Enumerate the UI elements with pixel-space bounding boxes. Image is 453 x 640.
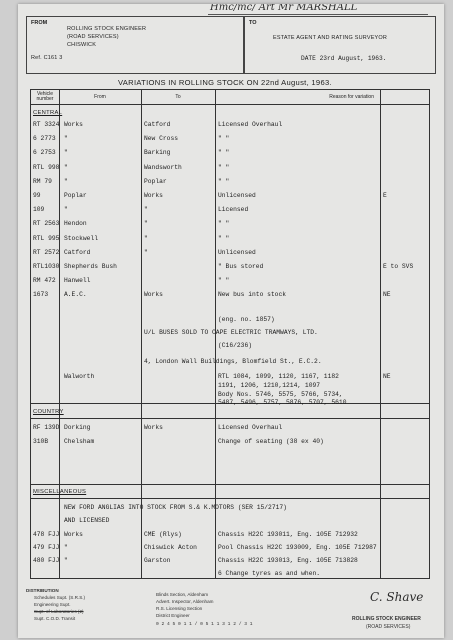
- code-mark: NE: [383, 291, 391, 299]
- vehicle-number: RTL1030: [33, 263, 60, 270]
- dist-mid-3: R.S. Licensing Section: [156, 606, 203, 611]
- to-depot: Works: [144, 192, 163, 199]
- from-depot: A.E.C.: [64, 291, 87, 299]
- vehicle-number: 99: [33, 192, 41, 199]
- vehicle-number: RM 79: [33, 177, 52, 185]
- body-numbers-1: Body Nos. 5746, 5575, 5766, 5734,: [218, 391, 343, 398]
- reason: " ": [218, 177, 230, 185]
- reason: New bus into stock: [218, 291, 287, 299]
- dist-mid-2: Advert. Inspector, Aldenham: [156, 599, 214, 604]
- reason: Chassis H22C 193011, Eng. 105E 712932: [218, 531, 358, 538]
- stamp-line-1: ROLLING STOCK ENGINEER: [352, 616, 421, 622]
- signature: C. Shave: [370, 590, 424, 604]
- reason: " ": [218, 277, 230, 285]
- misc-line-1: NEW FORD ANGLIAS INTO STOCK FROM S.& K.MOTORS (SER 15/2717): [64, 504, 287, 511]
- vehicle-number: 478 FJJ: [33, 531, 60, 538]
- cape-sale-line: U/L BUSES SOLD TO CAPE ELECTRIC TRAMWAYS, LTD.: [144, 329, 318, 336]
- from-depot: ": [64, 557, 68, 564]
- handwritten-annotation: Hmc/mc/ Art Mr MARSHALL: [210, 4, 358, 13]
- header-rule: [31, 104, 429, 105]
- vehicle-number: 109: [33, 206, 45, 214]
- from-depot: ": [64, 135, 68, 143]
- vehicle-number: 479 FJJ: [33, 544, 60, 551]
- reason: " ": [218, 149, 230, 157]
- section-rule: [31, 418, 429, 419]
- code-mark: E: [383, 192, 387, 199]
- engine-number: (eng. no. 1857): [218, 316, 275, 323]
- reason: " ": [218, 163, 230, 171]
- walworth-depot: Walworth: [64, 373, 95, 380]
- to-depot: New Cross: [144, 135, 179, 143]
- reason: Licensed: [218, 206, 249, 214]
- from-depot: Dorking: [64, 424, 91, 431]
- london-wall-address: 4, London Wall Buildings, Blomfield St., E.C.2.: [144, 358, 322, 365]
- code-mark: E to SVS: [383, 263, 414, 270]
- col-reason: Reason for variation: [329, 94, 374, 100]
- to-depot: ": [144, 234, 148, 242]
- to-depot: Wandsworth: [144, 163, 182, 171]
- reason: Unlicensed: [218, 248, 256, 256]
- from-line-2: (ROAD SERVICES): [67, 34, 119, 40]
- to-depot: ": [144, 248, 148, 256]
- reason: Pool Chassis H22C 193009, Eng. 105E 712987: [218, 544, 377, 551]
- vehicle-number: 310B: [33, 438, 49, 445]
- section-central: CENTRAL: [33, 110, 63, 116]
- vehicle-number: RF 139D: [33, 424, 60, 431]
- section-misc: MISCELLANEOUS: [33, 489, 87, 495]
- col-vehicle: Vehicle number: [36, 91, 54, 102]
- stamp-line-2: (ROAD SERVICES): [366, 624, 411, 630]
- body-numbers-2: 5487, 5496, 5757, 5876, 5707, 5610: [218, 399, 347, 406]
- from-label: FROM: [31, 20, 48, 26]
- section-rule: [31, 498, 429, 499]
- reason: Licensed Overhaul: [218, 121, 283, 128]
- to-depot: CME (Rlys): [144, 531, 182, 538]
- col-to: To: [175, 94, 181, 100]
- reason: Unlicensed: [218, 192, 256, 199]
- distribution-label: DISTRIBUTION: [26, 588, 59, 593]
- to-depot: Poplar: [144, 177, 167, 185]
- dist-left-1: Schedules Supt. (S.R.S.): [34, 595, 86, 600]
- document-title: VARIATIONS IN ROLLING STOCK ON 22nd August, 1963.: [118, 78, 332, 87]
- reason: Change of seating (38 ex 40): [218, 438, 324, 445]
- to-line: ESTATE AGENT AND RATING SURVEYOR: [273, 35, 388, 41]
- vehicle-number: RTL 998: [33, 163, 60, 171]
- section-country: COUNTRY: [33, 409, 64, 415]
- memo-date: DATE 23rd August, 1963.: [301, 55, 387, 62]
- from-depot: Poplar: [64, 192, 87, 199]
- rtl-list-2: 1191, 1206, 1210,1214, 1097: [218, 382, 321, 389]
- reason: " Bus stored: [218, 263, 264, 270]
- to-depot: ": [144, 206, 148, 214]
- from-depot: Stockwell: [64, 234, 99, 242]
- annotation-underline: [208, 14, 428, 15]
- dist-codes: 0 2 4 5 0 1 1 / 0 5 1 1 3 1 2 / 3 1: [156, 622, 253, 627]
- reason: " ": [218, 135, 230, 143]
- engineer-stamp: [348, 600, 440, 638]
- section-rule: [31, 484, 429, 485]
- dist-mid-4: District Engineer: [156, 613, 190, 618]
- rtl-ne: NE: [383, 373, 391, 380]
- from-box: [26, 16, 244, 74]
- to-box: [244, 16, 436, 74]
- from-depot: ": [64, 177, 68, 185]
- from-depot: Catford: [64, 248, 91, 256]
- from-depot: Works: [64, 531, 83, 538]
- dist-left-2: Engineering Supt.: [34, 602, 71, 607]
- from-depot: Chelsham: [64, 438, 95, 445]
- dist-left-3: Supt. of Laboratories (2): [34, 609, 84, 614]
- from-depot: Works: [64, 121, 83, 128]
- to-label: TO: [249, 20, 257, 26]
- vehicle-number: RT 2572: [33, 248, 60, 256]
- vehicle-number: 480 FJJ: [33, 557, 60, 564]
- vehicle-number: RTL 995: [33, 234, 60, 242]
- to-depot: Barking: [144, 149, 171, 157]
- to-depot: Catford: [144, 121, 171, 128]
- misc-line-2: AND LICENSED: [64, 517, 110, 524]
- reason: Licensed Overhaul: [218, 424, 283, 431]
- to-depot: Works: [144, 424, 163, 431]
- to-depot: Works: [144, 291, 163, 299]
- to-depot: Garston: [144, 557, 171, 564]
- vehicle-number: 6 2753: [33, 149, 56, 157]
- vehicle-number: RT 3324: [33, 121, 60, 128]
- vehicle-number: 6 2773: [33, 135, 56, 143]
- to-depot: ": [144, 220, 148, 228]
- vehicle-number: RM 472: [33, 277, 56, 285]
- from-depot: ": [64, 544, 68, 551]
- variations-table: [30, 89, 430, 579]
- reason: " ": [218, 220, 230, 228]
- tyres-note: 6 Change tyres as and when.: [218, 570, 321, 577]
- from-line-3: CHISWICK: [67, 42, 97, 48]
- from-line-1: ROLLING STOCK ENGINEER: [67, 26, 147, 32]
- from-depot: ": [64, 149, 68, 157]
- column-rule: [380, 90, 381, 578]
- memo-sheet: [18, 4, 444, 638]
- rtl-list-1: RTL 1084, 1099, 1120, 1167, 1182: [218, 373, 339, 380]
- from-depot: Hanwell: [64, 277, 91, 285]
- vehicle-number: 1673: [33, 291, 49, 299]
- from-depot: ": [64, 163, 68, 171]
- cape-ref: (C16/236): [218, 342, 253, 349]
- vehicle-number: RT 2563: [33, 220, 60, 228]
- dist-mid-1: Blinds Section, Aldenham: [156, 592, 209, 597]
- dist-left-4: Supt. C.O.D. Transit: [34, 616, 76, 621]
- reason: " ": [218, 234, 230, 242]
- from-depot: Hendon: [64, 220, 87, 228]
- col-from: From: [94, 94, 106, 100]
- ref-number: Ref. C161 3: [31, 55, 63, 61]
- from-depot: ": [64, 206, 68, 214]
- to-depot: Chiswick Acton: [144, 544, 197, 551]
- reason: Chassis H22C 193013, Eng. 105E 713828: [218, 557, 358, 564]
- from-depot: Shepherds Bush: [64, 263, 117, 270]
